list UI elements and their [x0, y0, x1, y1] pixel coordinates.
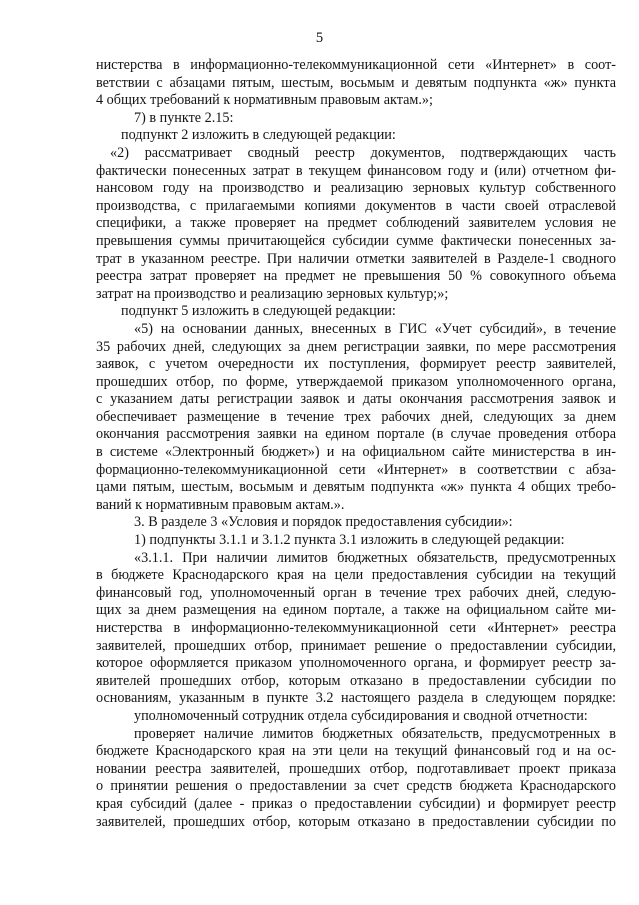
text-line: нистерства в информационно-телекоммуникационной сети «Интернет» в соот-	[96, 57, 616, 73]
text-line: реестра затрат проверяет на предмет не превышения 50 % совокупного объема	[96, 268, 616, 285]
text-line: бюджете Краснодарского края на эти цели на текущий финансовый год и на ос-	[96, 743, 616, 760]
text-line: подпункт 2 изложить в следующей редакции:	[121, 127, 396, 144]
text-line: заявок, с учетом очередности их поступления, формирует реестр заявителей,	[96, 356, 616, 373]
text-line: уполномоченный сотрудник отдела субсидирования и сводной отчетности:	[134, 707, 588, 724]
text-line: прошедших отбор, по форме, утверждаемой приказом уполномоченного органа,	[96, 373, 616, 390]
text-line: «3.1.1. При наличии лимитов бюджетных обязательств, предусмотренных	[134, 549, 616, 566]
text-line: в системе «Электронный бюджет») и на официальном сайте министерства в ин-	[96, 444, 616, 461]
text-line: «5) на основании данных, внесенных в ГИС «Учет субсидий», в течение	[134, 320, 616, 337]
text-line: которое оформляется приказом уполномоченного органа, и формирует реестр за-	[96, 655, 616, 672]
text-line: производства, с прилагаемыми копиями документов в части своей отраслевой	[96, 197, 616, 214]
text-line: нансовом году на производство и реализацию зерновых культур собственного	[96, 180, 616, 197]
document-body	[96, 57, 616, 831]
text-line: специфики, а также проверяет на предмет соблюдений заявителем условия не	[96, 215, 616, 232]
text-line: ваний к нормативным правовым актам.».	[96, 496, 345, 513]
text-line: формационно-телекоммуникационной сети «Интернет» в соответствии с абза-	[96, 461, 616, 478]
text-line: финансовый год, уполномоченный орган в течение трех рабочих дней, следую-	[96, 584, 616, 601]
text-line: заявителей, прошедших отбор, принимает решение о предоставлении субсидии,	[96, 637, 616, 654]
text-line: края субсидий (далее - приказ о предоставлении субсидии) и формирует реестр	[96, 795, 616, 812]
text-line: 4 общих требований к нормативным правовым актам.»;	[96, 92, 433, 109]
text-line: «2) рассматривает сводный реестр документов, подтверждающих часть	[110, 144, 616, 161]
text-line: обеспечивает размещение в течение трех рабочих дней, следующих за днем	[96, 408, 616, 425]
text-line: щих за днем размещения на едином портале, а также на официальном сайте ми-	[96, 602, 616, 619]
text-line: 35 рабочих дней, следующих за днем регистрации заявки, по мере рассмотрения	[96, 338, 616, 355]
text-line: явителей прошедших отбор, которым отказано в предоставлении субсидии по	[96, 672, 616, 689]
text-line: 7) в пункте 2.15:	[134, 109, 234, 126]
text-line: в бюджете Краснодарского края на цели предоставления субсидии на текущий	[96, 567, 616, 584]
text-line: превышения суммы причитающейся субсидии сумме фактически понесенных за-	[96, 232, 616, 249]
text-line: новании реестра заявителей, прошедших отбор, подготавливает проект приказа	[96, 760, 616, 777]
text-line: нистерства в информационно-телекоммуникационной сети «Интернет» реестра	[96, 620, 616, 636]
text-line: цами пятым, шестым, восьмым и девятым подпункта «ж» пункта 4 общих требо-	[96, 479, 616, 496]
text-line: заявителей, прошедших отбор, которым отказано в предоставлении субсидии по	[96, 813, 616, 830]
text-line: 1) подпункты 3.1.1 и 3.1.2 пункта 3.1 изложить в следующей редакции:	[134, 532, 565, 549]
page-number: 5	[315, 30, 324, 46]
text-line: о принятии решения о предоставлении за счет средств бюджета Краснодарского	[96, 778, 616, 795]
text-line: трат в указанном реестре. При наличии отметки заявителей в Разделе-1 сводного	[96, 250, 616, 267]
text-line: 3. В разделе 3 «Условия и порядок предоставления субсидии»:	[134, 514, 513, 531]
text-line: окончания рассмотрения заявки на едином портале (в случае проведения отбора	[96, 426, 616, 443]
text-line: затрат на производство и реализацию зерновых культур;»;	[96, 285, 449, 302]
text-line: проверяет наличие лимитов бюджетных обязательств, предусмотренных в	[134, 725, 616, 742]
text-line: ветствии с абзацами пятым, шестым, восьмым и девятым подпункта «ж» пункта	[96, 74, 616, 91]
text-line: основаниям, указанным в пункте 3.2 настоящего раздела в следующем порядке:	[96, 690, 616, 707]
text-line: с указанием даты регистрации заявок и даты окончания рассмотрения заявок и	[96, 391, 616, 408]
text-line: подпункт 5 изложить в следующей редакции:	[121, 303, 396, 320]
text-line: фактически понесенных затрат в текущем финансовом году и (или) отчетном фи-	[96, 162, 616, 179]
